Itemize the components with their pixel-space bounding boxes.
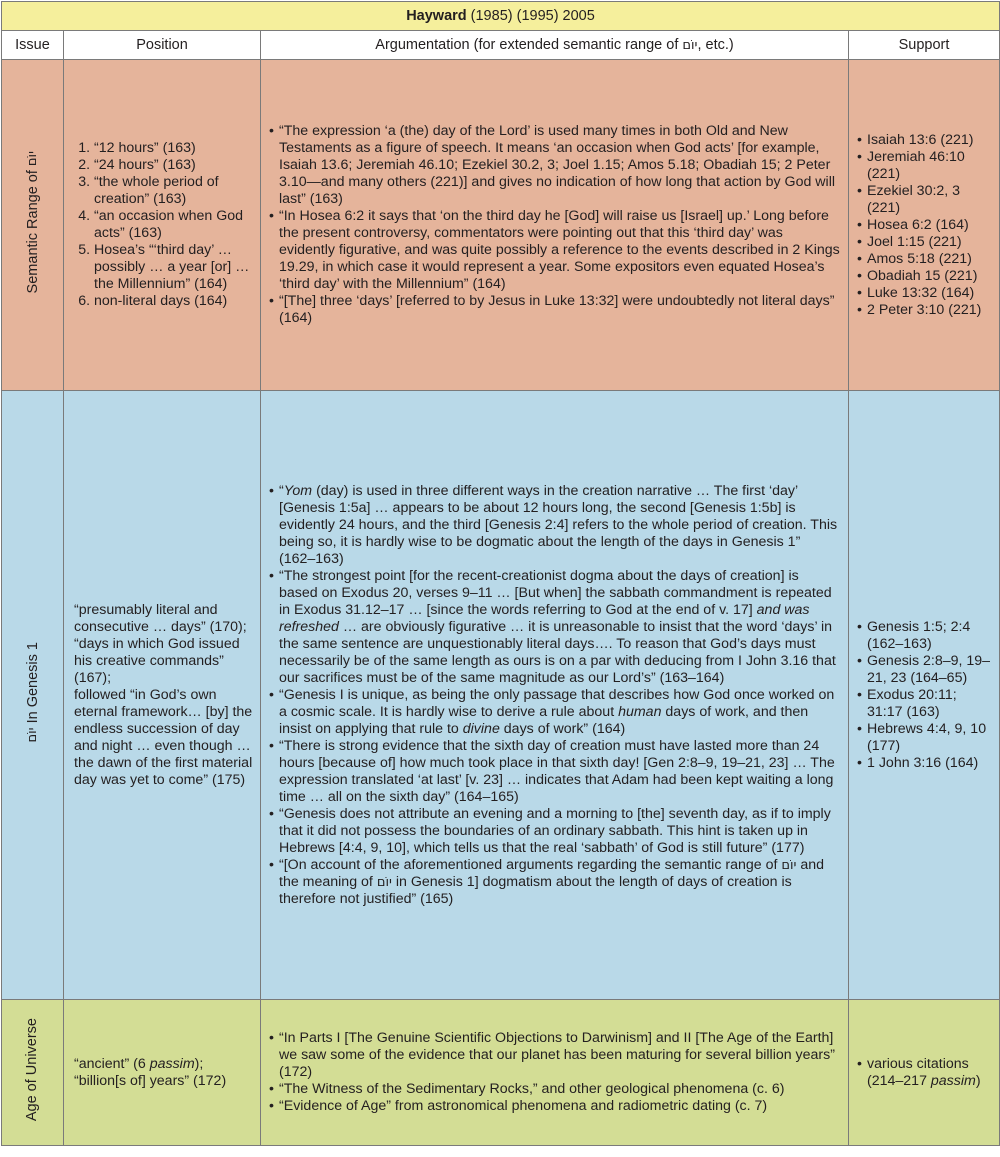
position-cell-age	[64, 1000, 261, 1146]
issue-semantic-text: Semantic Range of	[24, 166, 41, 294]
list-item: 6. non-literal days (164)	[94, 293, 254, 310]
table-title	[2, 2, 1000, 31]
list-item: • “The Witness of the Sedimentary Rocks,” and other geological phenomena (c. 6)	[269, 1081, 840, 1098]
argument-text: “The strongest point [for the recent-creationist dogma about the days of creation] is based on Exodus 20, verses 9–11 … [But when] the sabbath commandment is repeated in Exodus 31.12–17 … [since the words referring to God at the end of v. 17]	[279, 567, 832, 618]
issue-label-genesis	[24, 642, 42, 743]
list-item: 1. “12 hours” (163)	[94, 140, 254, 157]
list-item: • Isaiah 13:6 (221)	[857, 132, 995, 149]
support-list-age	[857, 1056, 995, 1090]
list-item: • Joel 1:15 (221)	[857, 234, 995, 251]
list-item	[269, 857, 840, 908]
header-position: Position	[64, 31, 261, 60]
list-item: • Hebrews 4:4, 9, 10 (177)	[857, 721, 995, 755]
header-argumentation-pre: Argumentation (for extended semantic range of	[375, 36, 683, 53]
list-item: 4. “an occasion when God acts” (163)	[94, 208, 254, 242]
argument-text: … are obviously figurative … it is unreasonable to insist that the word ‘days’ in the same sentence are unquestionably literal days…. To reason that God’s days must necessarily be of the same length as ours is on a par with deducing from I John 3.16 that our sacrifices must be of the same magnitude as our Lord’s” (163–164)	[279, 618, 836, 686]
list-item: • “In Hosea 6:2 it says that ‘on the third day he [God] will raise us [Israel] up.’ Long before the present controversy, commentators were pointing out that this ‘third day’ was evidently figurative, and was quite possibly a reference to the events described in 2 Kings 19.29, in which case it would represent a year. Some expositors even equated Hosea’s ‘third day’ with the Millennium” (164)	[269, 208, 840, 293]
issue-genesis-text: In Genesis 1	[24, 642, 41, 728]
argument-text: “[On account of the aforementioned arguments regarding the semantic range of	[279, 856, 782, 873]
support-text: )	[975, 1072, 981, 1089]
list-item: • Ezekiel 30:2, 3 (221)	[857, 183, 995, 217]
title-row	[2, 2, 1000, 31]
italic-text: and was refreshed	[279, 601, 810, 635]
list-item: 5. Hosea’s “‘third day’ … possibly … a year [or] … the Millennium” (164)	[94, 242, 254, 293]
position-text: );	[194, 1055, 204, 1072]
issue-label-semantic	[24, 151, 42, 293]
header-issue: Issue	[2, 31, 64, 60]
italic-text: passim	[930, 1072, 976, 1089]
issue-cell-age	[2, 1000, 64, 1146]
list-item	[269, 687, 840, 738]
list-item: 2. “24 hours” (163)	[94, 157, 254, 174]
list-item: • “Evidence of Age” from astronomical phenomena and radiometric dating (c. 7)	[269, 1098, 840, 1115]
support-text: various citations (214–217	[867, 1055, 969, 1089]
list-item: • Genesis 1:5; 2:4 (162–163)	[857, 619, 995, 653]
support-list-semantic	[857, 132, 995, 319]
list-item	[269, 568, 840, 687]
list-item: • “[The] three ‘days’ [referred to by Jesus in Luke 13:32] were undoubtedly not literal days” (164)	[269, 293, 840, 327]
header-argumentation	[261, 31, 849, 60]
issue-semantic-hebrew: יוֹם	[24, 151, 40, 167]
table-row-semantic-range	[2, 60, 1000, 391]
list-item: • Jeremiah 46:10 (221)	[857, 149, 995, 183]
italic-text: divine	[462, 720, 500, 737]
list-item: • “There is strong evidence that the sixth day of creation must have lasted more than 24 hours [because of] how much took place in that sixth day! [Gen 2:8–9, 19–21, 23] … The expression translated ‘at last’ [v. 23] … indicates that Adam had been kept waiting a long time … all on the sixth day” (164–165)	[269, 738, 840, 806]
list-item: 3. “the whole period of creation” (163)	[94, 174, 254, 208]
argument-text: (day) is used in three different ways in the creation narrative … The first ‘day’ [Genesis 1:5a] … appears to be about 12 hours long, the second [Genesis 1:5b] is evidently 24 hours, and the third [Genesis 2:4] refers to the whole period of creation. This being so, it is hardly wise to be dogmatic about the length of the days in Genesis 1” (162–163)	[279, 482, 838, 567]
header-support: Support	[849, 31, 1000, 60]
issue-cell-semantic	[2, 60, 64, 391]
support-cell-semantic	[849, 60, 1000, 391]
argument-cell-age	[261, 1000, 849, 1146]
argument-list-semantic	[269, 123, 840, 327]
support-list-genesis	[857, 619, 995, 772]
argument-text: days of work” (164)	[499, 720, 626, 737]
list-item: • 2 Peter 3:10 (221)	[857, 302, 995, 319]
position-list-semantic	[74, 140, 254, 310]
italic-text: passim	[149, 1055, 195, 1072]
header-argumentation-hebrew: יוֹם	[682, 37, 698, 53]
argument-list-age	[269, 1030, 840, 1115]
table-row-age	[2, 1000, 1000, 1146]
argument-text: in Genesis 1] dogmatism about the length of days of creation is therefore not justified” (165)	[279, 873, 792, 907]
table-row-genesis	[2, 391, 1000, 1000]
title-author: Hayward	[406, 7, 467, 24]
list-item: • Luke 13:32 (164)	[857, 285, 995, 302]
list-item: • 1 John 3:16 (164)	[857, 755, 995, 772]
position-line	[74, 1056, 254, 1073]
list-item: • Exodus 20:11; 31:17 (163)	[857, 687, 995, 721]
position-cell-genesis	[64, 391, 261, 1000]
list-item	[857, 1056, 995, 1090]
list-item: • Amos 5:18 (221)	[857, 251, 995, 268]
title-years: (1985) (1995) 2005	[466, 7, 595, 24]
argument-text: and the meaning of	[279, 856, 825, 890]
italic-text: human	[618, 703, 662, 720]
support-cell-age	[849, 1000, 1000, 1146]
hebrew-text: יוֹם	[781, 857, 797, 873]
argument-cell-genesis	[261, 391, 849, 1000]
list-item: • “The expression ‘a (the) day of the Lord’ is used many times in both Old and New Testaments as a figure of speech. It means ‘an occasion when God acts’ [for example, Isaiah 13.6; Jeremiah 46.10; Ezekiel 30.2, 3; Joel 1.15; Amos 5.18; Obadiah 15; 2 Peter 3.10—and many others (221)] and gives no indication of how long that action by God will last” (163)	[269, 123, 840, 208]
argument-list-genesis	[269, 483, 840, 908]
hebrew-text: יוֹם	[376, 874, 392, 890]
position-line: “presumably literal and consecutive … days” (170);	[74, 601, 247, 635]
issue-label-age: Age of Universe	[24, 1018, 40, 1122]
argument-text: “Genesis I is unique, as being the only passage that describes how God once worked on a cosmic scale. It is hardly wise to derive a rule about	[279, 686, 835, 720]
argument-cell-semantic	[261, 60, 849, 391]
position-line: followed “in God’s own eternal framework… [by] the endless succession of day and night … even though … the dawn of the first material day was yet to come” (175)	[74, 686, 253, 788]
list-item: • Obadiah 15 (221)	[857, 268, 995, 285]
list-item: • Genesis 2:8–9, 19–21, 23 (164–65)	[857, 653, 995, 687]
issue-genesis-hebrew: יוֹם	[24, 727, 40, 743]
comparison-table	[1, 1, 1000, 1146]
list-item: • “Genesis does not attribute an evening and a morning to [the] seventh day, as if to imply that it did not possess the boundaries of an ordinary sabbath. This hint is taken up in Hebrews [4:4, 9, 10], which tells us that the real ‘sabbath’ of God is still future” (177)	[269, 806, 840, 857]
list-item: • “Yom (day) is used in three different ways in the creation narrative … The first ‘day’ [Genesis 1:5a] … appears to be about 12 hours long, the second [Genesis 1:5b] is evidently 24 hours, and the third [Genesis 2:4] refers to the whole period of creation. This being so, it is hardly wise to be dogmatic about the length of the days in Genesis 1” (162–163)	[269, 483, 840, 568]
position-text: “ancient” (6	[74, 1055, 150, 1072]
position-line: “billion[s of] years” (172)	[74, 1072, 227, 1089]
issue-cell-genesis	[2, 391, 64, 1000]
argument-text: days of work, and then insist on applying that rule to	[279, 703, 809, 737]
list-item: • Hosea 6:2 (164)	[857, 217, 995, 234]
position-line: “days in which God issued his creative commands” (167);	[74, 635, 240, 686]
support-cell-genesis	[849, 391, 1000, 1000]
list-item: • “In Parts I [The Genuine Scientific Objections to Darwinism] and II [The Age of the Earth] we saw some of the evidence that our planet has been maturing for several billion years” (172)	[269, 1030, 840, 1081]
position-cell-semantic	[64, 60, 261, 391]
italic-text: Yom	[283, 482, 313, 499]
header-row	[2, 31, 1000, 60]
header-argumentation-post: , etc.)	[697, 36, 734, 53]
